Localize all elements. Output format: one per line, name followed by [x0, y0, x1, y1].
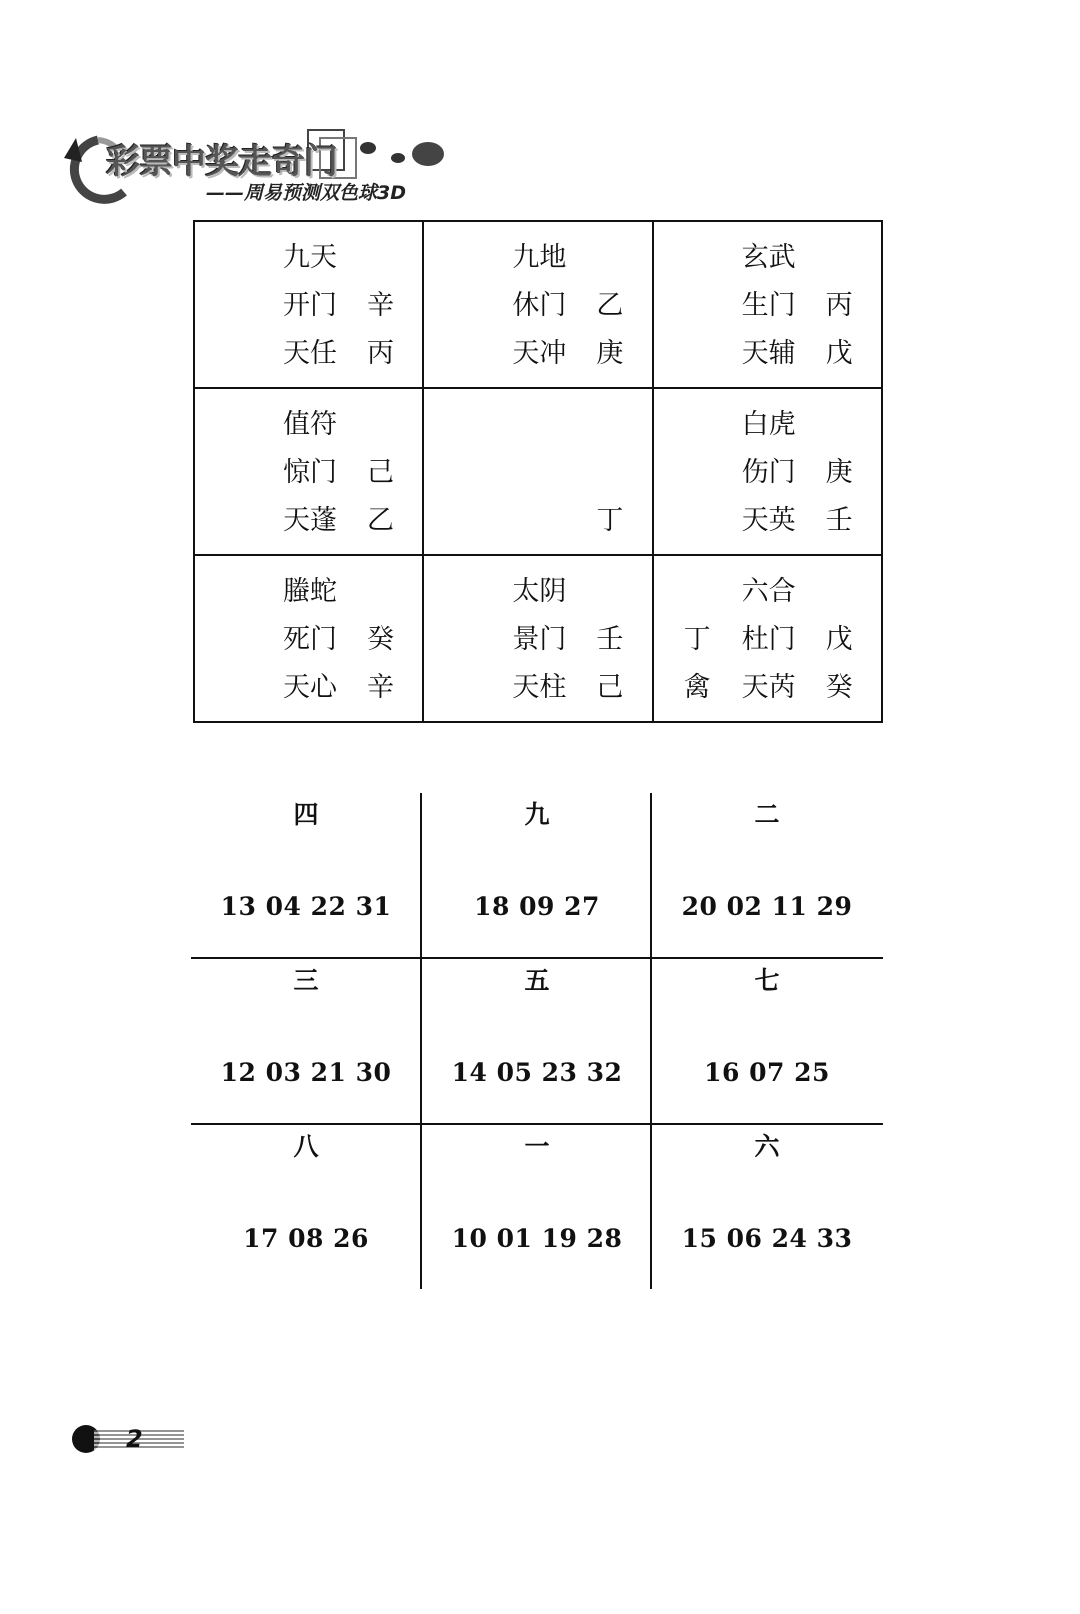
stem-label: 戊: [825, 338, 853, 369]
palace-digit: 七: [754, 966, 780, 995]
page-number-text: 2: [126, 1425, 143, 1453]
door-label: 开门: [283, 290, 337, 321]
star-label: 天任: [283, 338, 337, 369]
deity-label: 值符: [283, 409, 337, 440]
stem-label: 辛: [367, 290, 394, 321]
table-row: [194, 221, 882, 388]
stem-label: 己: [367, 457, 394, 488]
logo-title: 彩票中奖走奇门: [106, 142, 337, 182]
grid-divider: [191, 957, 883, 959]
palace-numbers: 18 09 27: [474, 892, 600, 921]
prefix-star-label: 禽: [683, 672, 711, 703]
stem-label: 乙: [596, 290, 624, 321]
table-row: [194, 555, 882, 722]
palace-cell: [194, 388, 423, 555]
palace-digit: 五: [524, 966, 550, 995]
door-label: 景门: [512, 624, 567, 655]
star-label: 天蓬: [283, 505, 337, 536]
center-stem-label: 丁: [596, 505, 624, 536]
palace-digit: 四: [293, 800, 319, 829]
deity-label: 白虎: [741, 409, 796, 440]
palace-digit: 二: [754, 800, 780, 829]
stem-label: 庚: [596, 338, 624, 369]
stem-label: 乙: [367, 505, 394, 536]
star-label: 天冲: [512, 338, 567, 369]
page-number: [72, 1422, 192, 1458]
palace-cell: [423, 221, 652, 388]
number-cell: [652, 795, 882, 927]
palace-digit: 九: [524, 800, 550, 829]
stem-label: 戊: [825, 624, 853, 655]
palace-digit: 六: [754, 1132, 780, 1161]
stem-label: 辛: [367, 672, 394, 703]
door-label: 伤门: [741, 457, 796, 488]
star-label: 天辅: [741, 338, 796, 369]
number-cell: [652, 961, 882, 1093]
star-label: 天柱: [512, 672, 567, 703]
palace-numbers: 10 01 19 28: [451, 1224, 623, 1253]
number-cell: [422, 961, 652, 1093]
deity-label: 螣蛇: [283, 576, 337, 607]
number-cell: [422, 1127, 652, 1259]
stem-label: 癸: [367, 624, 394, 655]
deity-label: 六合: [741, 576, 796, 607]
stem-label: 丙: [825, 290, 853, 321]
door-label: 休门: [512, 290, 567, 321]
palace-numbers: 15 06 24 33: [681, 1224, 853, 1253]
number-cell: [191, 1127, 421, 1259]
stem-label: 壬: [825, 505, 853, 536]
palace-digit: 八: [293, 1132, 319, 1161]
number-cell: [191, 961, 421, 1093]
star-label: 天心: [283, 672, 337, 703]
door-label: 死门: [283, 624, 337, 655]
palace-digit: 三: [293, 966, 319, 995]
number-cell: [652, 1127, 882, 1259]
number-grid: [191, 793, 883, 1289]
stem-label: 丙: [367, 338, 394, 369]
table-row: [194, 388, 882, 555]
star-label: 天芮: [741, 672, 796, 703]
door-label: 生门: [741, 290, 796, 321]
deity-label: 玄武: [741, 242, 796, 273]
palace-numbers: 12 03 21 30: [220, 1058, 392, 1087]
palace-numbers: 14 05 23 32: [451, 1058, 623, 1087]
palace-cell: [653, 555, 882, 722]
door-label: 惊门: [283, 457, 337, 488]
palace-cell: [653, 388, 882, 555]
number-cell: [191, 795, 421, 927]
deity-label: 太阴: [512, 576, 567, 607]
stem-label: 己: [596, 672, 624, 703]
grid-divider: [191, 1123, 883, 1125]
stem-label: 庚: [825, 457, 853, 488]
stem-label: 壬: [596, 624, 624, 655]
qimen-chart-table: [193, 220, 883, 723]
palace-numbers: 20 02 11 29: [681, 892, 853, 921]
stem-label: 癸: [825, 672, 853, 703]
palace-cell: [194, 555, 423, 722]
door-label: 杜门: [741, 624, 796, 655]
palace-numbers: 13 04 22 31: [220, 892, 392, 921]
logo-subtitle: ——周易预测双色球3D: [206, 182, 406, 204]
palace-cell: [653, 221, 882, 388]
book-logo: [58, 128, 478, 208]
prefix-stem-label: 丁: [683, 624, 711, 655]
deity-label: 九地: [512, 242, 567, 273]
center-palace-cell: [423, 388, 652, 555]
palace-cell: [194, 221, 423, 388]
palace-numbers: 16 07 25: [704, 1058, 830, 1087]
palace-numbers: 17 08 26: [243, 1224, 369, 1253]
palace-cell: [423, 555, 652, 722]
deity-label: 九天: [283, 242, 337, 273]
number-cell: [422, 795, 652, 927]
star-label: 天英: [741, 505, 796, 536]
palace-digit: 一: [524, 1132, 550, 1161]
